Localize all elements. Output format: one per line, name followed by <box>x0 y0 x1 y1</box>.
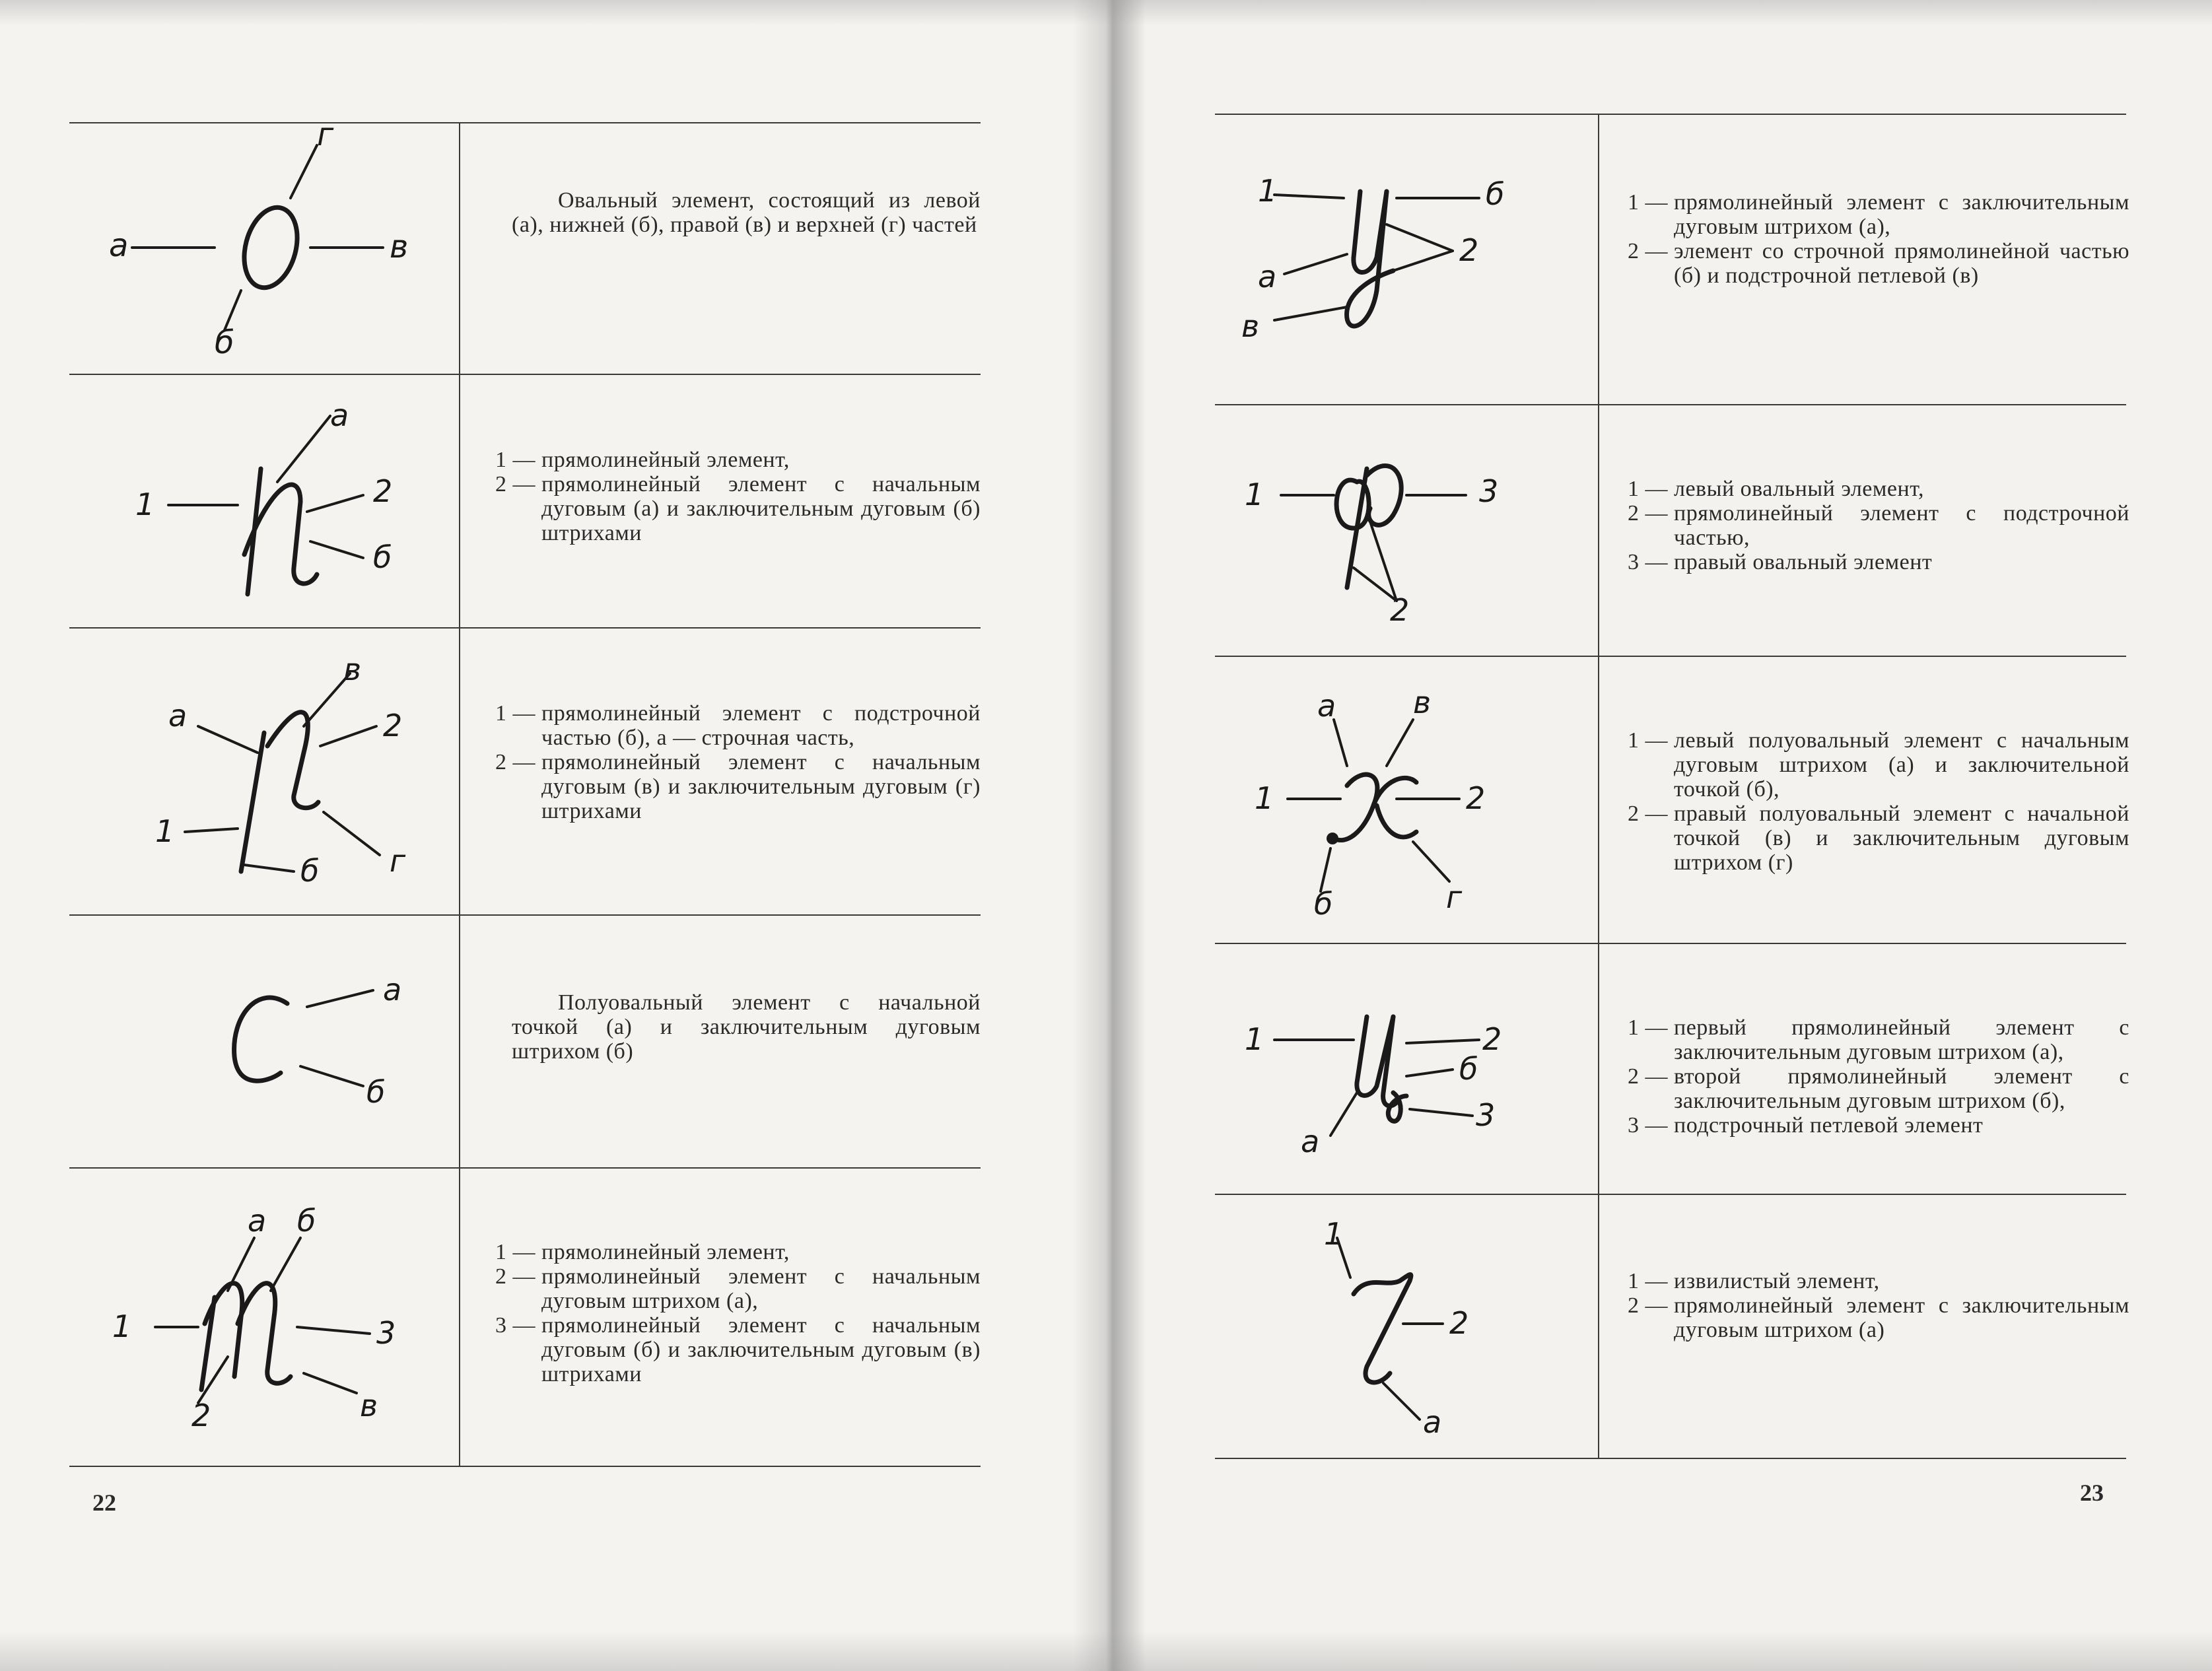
list-item <box>495 1240 981 1264</box>
figure-label: а <box>1301 1124 1320 1159</box>
figure-letter-element <box>119 396 436 621</box>
arrow-icon <box>228 1238 254 1291</box>
arrow-icon <box>1321 848 1331 891</box>
arrow-icon <box>1274 307 1347 320</box>
arrow-icon <box>198 726 258 753</box>
row-description <box>1628 190 2129 288</box>
arrow-icon <box>1406 1040 1479 1043</box>
item-number: 2 — <box>495 750 536 774</box>
item-text: прямолинейный элемент с начальным дуговым (б) и заключительным дуговым (в) штрихами <box>541 1313 981 1386</box>
list-item <box>1628 801 2129 875</box>
figure-label: а <box>1258 259 1277 294</box>
list-item <box>1628 190 2129 239</box>
item-number: 2 — <box>495 1264 536 1289</box>
list-item <box>1628 1269 2129 1293</box>
scan-edge-bottom <box>0 1631 2212 1671</box>
item-number: 3 — <box>495 1313 536 1338</box>
arrow-icon <box>324 812 380 855</box>
arrow-icon <box>291 145 317 198</box>
figure-label: 2 <box>373 473 393 509</box>
item-number: 1 — <box>495 1240 536 1264</box>
figure-label: а <box>248 1203 267 1239</box>
figure-label: б <box>373 539 392 575</box>
list-item <box>1628 501 2129 550</box>
arrow-icon <box>1331 1093 1357 1136</box>
table-rule <box>1215 1194 2126 1195</box>
table-rule <box>69 122 981 123</box>
row-description <box>1628 728 2129 875</box>
arrow-icon <box>244 865 294 871</box>
figure-label: 2 <box>1449 1305 1469 1341</box>
arrow-icon <box>1410 1109 1472 1116</box>
list-item <box>1628 1293 2129 1342</box>
figure-label: в <box>360 1388 378 1423</box>
figure-label: в <box>390 228 409 265</box>
list-item <box>495 1313 981 1386</box>
item-number: 2 — <box>1628 239 1668 263</box>
figure-oval-element <box>99 116 442 370</box>
figure-label: а <box>383 972 402 1007</box>
arrow-icon <box>304 1373 357 1393</box>
figure-label: а <box>1317 688 1336 724</box>
row-description <box>512 188 981 237</box>
item-text: правый полуовальный элемент с начальной точкой (в) и заключительным дуговым штрихом (г) <box>1674 801 2129 875</box>
arrow-icon <box>1406 1070 1453 1076</box>
figure-label: а <box>1423 1404 1442 1440</box>
item-number: 1 — <box>1628 1269 1668 1293</box>
description-text: Полуовальный элемент с начальной точкой (а) и заключительным дуговым штрихом (б) <box>512 990 981 1064</box>
item-text: элемент со строчной прямолинейной частью (б) и подстрочной петлевой (в) <box>1674 239 2129 288</box>
figure-letter-element <box>1241 680 1558 931</box>
scan-edge-top <box>0 0 2212 25</box>
item-number: 1 — <box>1628 728 1668 753</box>
list-item <box>495 472 981 545</box>
figure-label: б <box>1486 176 1505 212</box>
figure-label: б <box>1459 1051 1478 1087</box>
arrow-icon <box>1370 522 1397 601</box>
figure-label: б <box>1314 886 1333 922</box>
figure-label: 2 <box>1466 780 1486 816</box>
list-item <box>1628 239 2129 288</box>
item-number: 1 — <box>495 701 536 726</box>
item-text: прямолинейный элемент с заключительным дуговым штрихом (а), <box>1674 190 2129 239</box>
figure-letter-element <box>1294 1208 1519 1452</box>
item-number: 1 — <box>495 448 536 472</box>
item-text: прямолинейный элемент с подстрочной частью, <box>1674 501 2129 550</box>
arrow-icon <box>1334 720 1347 766</box>
figure-label: 1 <box>155 813 175 849</box>
page-number: 23 <box>2080 1480 2104 1506</box>
item-number: 2 — <box>1628 1064 1668 1089</box>
item-number: 2 — <box>495 472 536 496</box>
row-description <box>495 448 981 545</box>
row-description <box>495 701 981 823</box>
figure-label: 1 <box>1245 1021 1264 1057</box>
item-text: прямолинейный элемент с заключительным дуговым штрихом (а) <box>1674 1293 2129 1342</box>
arrow-icon <box>1393 251 1453 271</box>
arrow-icon <box>310 541 363 558</box>
item-text: прямолинейный элемент, <box>541 448 790 472</box>
figure-label: 2 <box>1482 1021 1502 1057</box>
figure-letter-element <box>1228 429 1572 640</box>
list-item <box>1628 1113 2129 1138</box>
item-number: 3 — <box>1628 1113 1668 1138</box>
item-number: 1 — <box>1628 190 1668 215</box>
arrow-icon <box>320 726 376 746</box>
item-text: левый овальный элемент, <box>1674 477 1924 501</box>
figure-label: 1 <box>1245 477 1264 512</box>
figure-letter-element <box>1228 158 1572 370</box>
item-text: первый прямолинейный элемент с заключительным дуговым штрихом (а), <box>1674 1015 2129 1064</box>
figure-half-oval-element <box>218 957 436 1129</box>
item-text: подстрочный петлевой элемент <box>1674 1113 1984 1138</box>
item-text: правый овальный элемент <box>1674 550 1933 574</box>
list-item <box>495 1264 981 1313</box>
arrow-icon <box>307 990 373 1007</box>
arrow-icon <box>1274 195 1344 198</box>
figure-label: 2 <box>383 708 403 743</box>
table-column-divider <box>459 122 460 1466</box>
item-number: 3 — <box>1628 550 1668 574</box>
item-text: прямолинейный элемент с начальным дуговым штрихом (а), <box>541 1264 981 1313</box>
item-number: 2 — <box>1628 801 1668 826</box>
row-description <box>1628 477 2129 574</box>
list-item <box>1628 1015 2129 1064</box>
row-description <box>1628 1269 2129 1342</box>
item-text: второй прямолинейный элемент с заключительным дуговым штрихом (б), <box>1674 1064 2129 1113</box>
figure-letter-element <box>99 1192 442 1436</box>
figure-label: г <box>317 116 334 153</box>
arrow-icon <box>1387 720 1413 766</box>
item-number: 2 — <box>1628 501 1668 526</box>
figure-label: 2 <box>1459 232 1479 268</box>
item-number: 2 — <box>1628 1293 1668 1318</box>
item-number: 1 — <box>1628 1015 1668 1040</box>
arrow-icon <box>185 829 238 832</box>
figure-label: 3 <box>1476 1097 1496 1133</box>
item-text: прямолинейный элемент с начальным дуговым (в) и заключительным дуговым (г) штрихами <box>541 750 981 823</box>
table-rule <box>69 914 981 916</box>
figure-label: б <box>215 324 234 361</box>
table-rule <box>1215 114 2126 115</box>
figure-label: 1 <box>1324 1216 1344 1252</box>
arrow-icon <box>277 416 330 482</box>
table-rule <box>1215 404 2126 405</box>
table-rule <box>1215 1458 2126 1459</box>
item-text: извилистый элемент, <box>1674 1269 1880 1293</box>
row-description <box>512 990 981 1064</box>
list-item <box>1628 550 2129 574</box>
item-number: 1 — <box>1628 477 1668 501</box>
arrow-icon <box>297 1327 370 1334</box>
figure-label: 3 <box>1479 473 1499 509</box>
arrow-icon <box>1387 224 1453 251</box>
figure-label: г <box>390 843 406 879</box>
arrow-icon <box>271 1238 300 1291</box>
figure-letter-element <box>145 654 449 911</box>
item-text: прямолинейный элемент с начальным дуговым (а) и заключительным дуговым (б) штрихами <box>541 472 981 545</box>
figure-label: в <box>1241 308 1260 344</box>
table-rule <box>69 627 981 629</box>
list-item <box>495 701 981 750</box>
row-description <box>1628 1015 2129 1138</box>
figure-label: а <box>109 227 129 264</box>
table-rule <box>1215 943 2126 944</box>
figure-label: а <box>330 397 349 433</box>
list-item <box>1628 477 2129 501</box>
figure-label: б <box>297 1203 316 1239</box>
table-column-divider <box>1598 114 1599 1458</box>
item-text: левый полуовальный элемент с начальным дуговым штрихом (а) и заключительной точкой (б), <box>1674 728 2129 801</box>
figure-label: а <box>168 698 188 733</box>
arrow-icon <box>1284 254 1347 274</box>
arrow-icon <box>307 495 363 512</box>
figure-label: 1 <box>1255 780 1274 816</box>
figure-label: 1 <box>135 487 155 522</box>
arrow-icon <box>300 1066 363 1086</box>
table-rule <box>69 1466 981 1467</box>
figure-label: в <box>1413 685 1432 720</box>
arrow-icon <box>1383 1383 1420 1419</box>
figure-label: 1 <box>1258 173 1278 209</box>
item-text: прямолинейный элемент с подстрочной частью (б), а — строчная часть, <box>541 701 981 750</box>
figure-label: 1 <box>112 1309 132 1344</box>
figure-label: 2 <box>1390 592 1410 628</box>
list-item <box>495 750 981 823</box>
figure-label: 3 <box>376 1315 396 1351</box>
row-description <box>495 1240 981 1386</box>
figure-label: 2 <box>191 1398 211 1433</box>
dot-mark <box>1327 833 1338 844</box>
table-rule <box>69 1167 981 1169</box>
figure-label: г <box>1446 879 1463 915</box>
figure-label: б <box>366 1074 386 1110</box>
figure-letter-element <box>1235 977 1565 1175</box>
page-number: 22 <box>92 1489 116 1516</box>
list-item <box>1628 728 2129 801</box>
table-rule <box>1215 656 2126 657</box>
table-rule <box>69 374 981 375</box>
figure-label: в <box>343 652 362 687</box>
arrow-icon <box>1413 842 1449 881</box>
figure-label: б <box>300 853 320 889</box>
list-item <box>1628 1064 2129 1113</box>
description-text: Овальный элемент, состоящий из левой (а), нижней (б), правой (в) и верхней (г) частей <box>512 188 981 237</box>
item-text: прямолинейный элемент, <box>541 1240 790 1264</box>
book-spine-shadow <box>1073 0 1146 1671</box>
list-item <box>495 448 981 472</box>
